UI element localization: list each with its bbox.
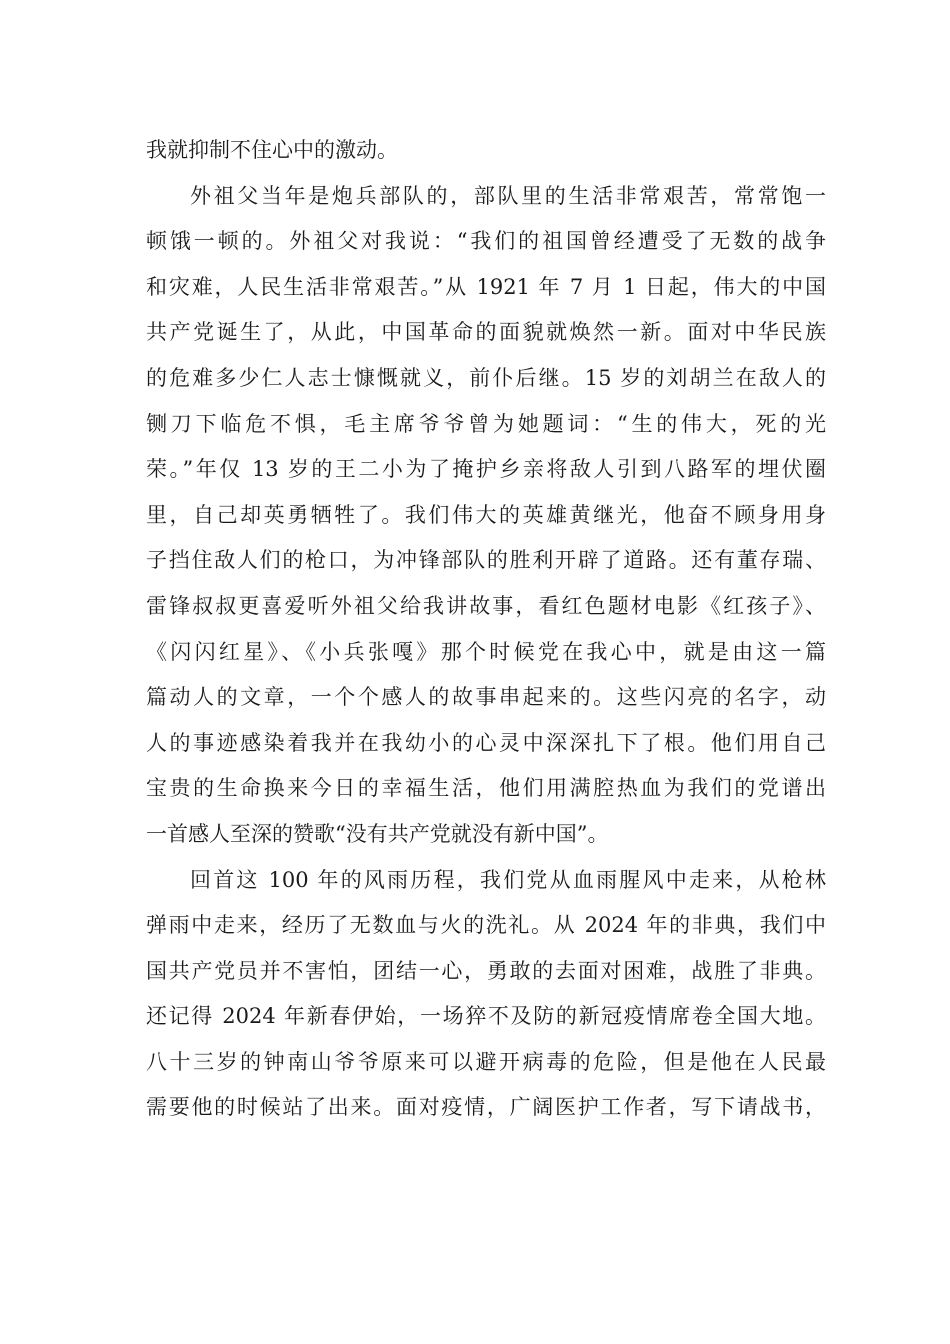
text-line: 八十三岁的钟南山爷爷原来可以避开病毒的危险，但是他在人民最 xyxy=(146,1049,826,1074)
text-line: 篇动人的文章，一个个感人的故事串起来的。这些闪亮的名字，动 xyxy=(146,685,826,710)
text-line: 我就抑制不住心中的激动。 xyxy=(146,138,398,162)
text-line: 的危难多少仁人志士慷慨就义，前仆后继。15 岁的刘胡兰在敌人的 xyxy=(146,365,826,390)
paragraph-start-line: 回首这 100 年的风雨历程，我们党从血雨腥风中走来，从枪林 xyxy=(190,867,826,892)
text-line: 人的事迹感染着我并在我幼小的心灵中深深扎下了根。他们用自己 xyxy=(146,730,826,755)
text-line: 雷锋叔叔更喜爱听外祖父给我讲故事，看红色题材电影《红孩子》、 xyxy=(146,593,826,618)
text-line: 宝贵的生命换来今日的幸福生活，他们用满腔热血为我们的党谱出 xyxy=(146,776,826,801)
text-line: 子挡住敌人们的枪口，为冲锋部队的胜利开辟了道路。还有董存瑞、 xyxy=(146,548,826,573)
text-line: 铡刀下临危不惧，毛主席爷爷曾为她题词：“生的伟大，死的光 xyxy=(146,411,826,436)
text-line: 共产党诞生了，从此，中国革命的面貌就焕然一新。面对中华民族 xyxy=(146,320,826,345)
text-line: 需要他的时候站了出来。面对疫情，广阔医护工作者，写下请战书， xyxy=(146,1095,826,1120)
text-line: 《闪闪红星》、《小兵张嘎》那个时候党在我心中，就是由这一篇 xyxy=(146,639,826,664)
text-line: 还记得 2024 年新春伊始，一场猝不及防的新冠疫情席卷全国大地。 xyxy=(146,1004,826,1029)
paragraph-start-line: 外祖父当年是炮兵部队的，部队里的生活非常艰苦，常常饱一 xyxy=(190,183,826,208)
text-line: 里，自己却英勇牺牲了。我们伟大的英雄黄继光，他奋不顾身用身 xyxy=(146,502,826,527)
body-text xyxy=(146,128,826,1131)
text-line: 国共产党员并不害怕，团结一心，勇敢的去面对困难，战胜了非典。 xyxy=(146,958,826,983)
text-line: 一首感人至深的赞歌“没有共产党就没有新中国”。 xyxy=(146,821,609,846)
text-line: 和灾难，人民生活非常艰苦。”从 1921 年 7 月 1 日起，伟大的中国 xyxy=(146,274,826,299)
text-line: 弹雨中走来，经历了无数血与火的洗礼。从 2024 年的非典，我们中 xyxy=(146,913,826,938)
text-line: 荣。”年仅 13 岁的王二小为了掩护乡亲将敌人引到八路军的埋伏圈 xyxy=(146,457,826,482)
text-line: 顿饿一顿的。外祖父对我说：“我们的祖国曾经遭受了无数的战争 xyxy=(146,229,826,254)
